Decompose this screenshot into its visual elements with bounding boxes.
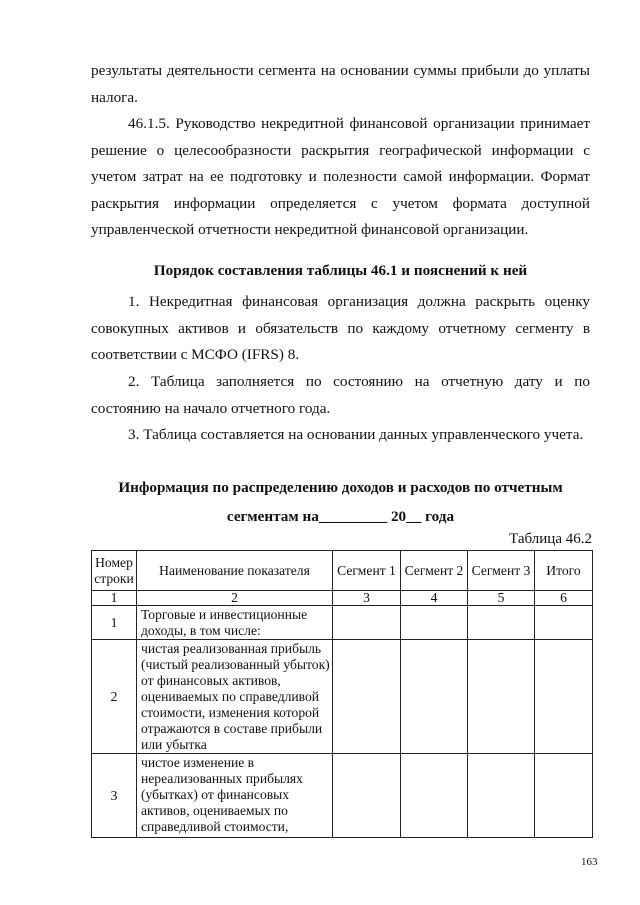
instruction-1: 1. Некредитная финансовая организация должна раскрыть оценку совокупных активов и обязательств по каждому отчетному сегменту в соответствии с МСФО (IFRS) 8.	[91, 293, 590, 364]
row-number: 2	[92, 640, 137, 754]
total-cell	[535, 606, 593, 640]
column-number: 4	[401, 591, 468, 606]
column-number: 2	[137, 591, 333, 606]
header-segment-2: Сегмент 2	[401, 551, 468, 591]
header-segment-1: Сегмент 1	[333, 551, 401, 591]
table-row	[92, 606, 593, 640]
segment-3-cell	[468, 640, 535, 754]
column-number: 6	[535, 591, 593, 606]
row-number: 1	[92, 606, 137, 640]
total-cell	[535, 640, 593, 754]
indicator-name: Торговые и инвестиционные доходы, в том числе:	[137, 606, 333, 640]
page-number: 163	[581, 856, 598, 868]
paragraph-46-1-5: 46.1.5. Руководство некредитной финансовой организации принимает решение о целесообразности раскрытия географической информации с учетом затрат на ее подготовку и полезности самой информации. Формат раскрытия информации определяется с учетом формата доступной управленческой отчетности некредитной финансовой организации.	[91, 115, 590, 239]
segment-3-cell	[468, 606, 535, 640]
segments-table	[91, 550, 593, 838]
segment-1-cell	[333, 640, 401, 754]
segment-2-cell	[401, 640, 468, 754]
segment-3-cell	[468, 754, 535, 838]
paragraph-segment-results: результаты деятельности сегмента на основании суммы прибыли до уплаты налога.	[91, 62, 590, 106]
segment-2-cell	[401, 606, 468, 640]
table-row	[92, 754, 593, 838]
section-heading: Порядок составления таблицы 46.1 и пояснений к ней	[153, 262, 528, 279]
column-number: 5	[468, 591, 535, 606]
row-number: 3	[92, 754, 137, 838]
total-cell	[535, 754, 593, 838]
column-number-row	[92, 591, 593, 606]
segment-1-cell	[333, 606, 401, 640]
indicator-name: чистая реализованная прибыль (чистый реализованный убыток) от финансовых активов, оцениваемых по справедливой стоимости, изменения которой отражаются в составе прибыли или убытка	[137, 640, 333, 754]
segment-2-cell	[401, 754, 468, 838]
table-caption: Таблица 46.2	[509, 531, 592, 547]
header-segment-3: Сегмент 3	[468, 551, 535, 591]
instruction-3: 3. Таблица составляется на основании данных управленческого учета.	[128, 426, 584, 443]
instruction-2: 2. Таблица заполняется по состоянию на отчетную дату и по состоянию на начало отчетного года.	[91, 373, 590, 417]
header-indicator-name: Наименование показателя	[137, 551, 333, 591]
table-header-row	[92, 551, 593, 591]
indicator-name: чистое изменение в нереализованных прибылях (убытках) от финансовых активов, оцениваемых по справедливой стоимости,	[137, 754, 333, 838]
header-row-number: Номер строки	[92, 551, 137, 591]
segment-1-cell	[333, 754, 401, 838]
table-title-line-1: Информация по распределению доходов и расходов по отчетным	[118, 479, 563, 496]
column-number: 3	[333, 591, 401, 606]
table-title-line-2: сегментам на_________ 20__ года	[226, 508, 455, 525]
table-row	[92, 640, 593, 754]
column-number: 1	[92, 591, 137, 606]
header-total: Итого	[535, 551, 593, 591]
